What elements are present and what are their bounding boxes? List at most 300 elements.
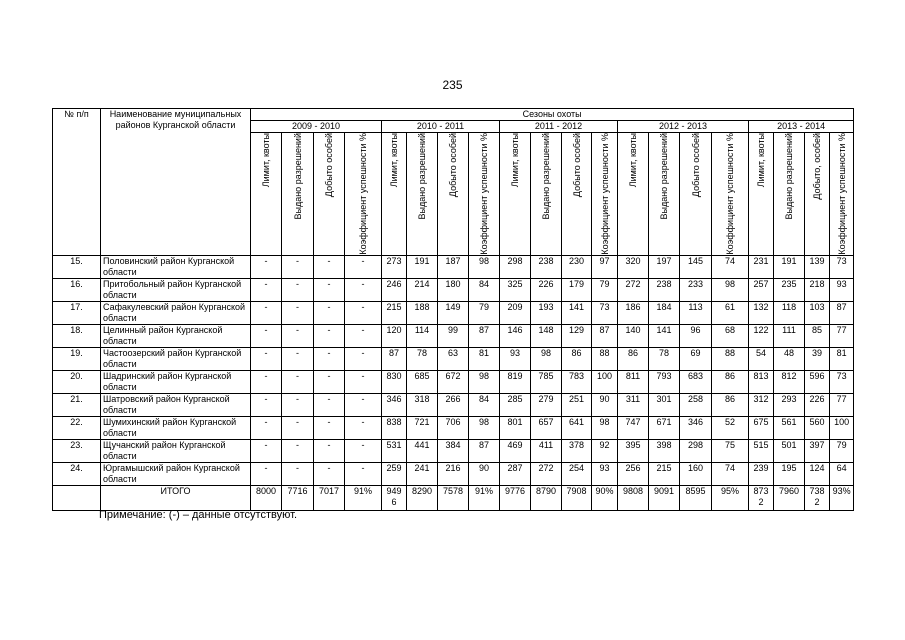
table-cell: 298 bbox=[680, 439, 712, 462]
table-cell: 98 bbox=[469, 416, 500, 439]
page-number: 235 bbox=[442, 78, 463, 92]
table-cell: 39 bbox=[805, 347, 830, 370]
table-cell: 657 bbox=[531, 416, 562, 439]
table-cell: 838 bbox=[382, 416, 407, 439]
total-cell: 9776 bbox=[500, 485, 531, 510]
table-cell: 148 bbox=[531, 324, 562, 347]
total-cell: 8290 bbox=[407, 485, 438, 510]
table-cell: 312 bbox=[749, 393, 774, 416]
table-cell: 52 bbox=[712, 416, 749, 439]
table-cell: 226 bbox=[805, 393, 830, 416]
table-cell: 812 bbox=[774, 370, 805, 393]
table-cell: 87 bbox=[382, 347, 407, 370]
district-name: Шумихинский район Курганской области bbox=[101, 416, 251, 439]
table-cell: 87 bbox=[830, 301, 854, 324]
table-cell: 79 bbox=[830, 439, 854, 462]
table-cell: 90 bbox=[469, 462, 500, 485]
table-cell: 78 bbox=[407, 347, 438, 370]
subcolumn-header-label: Выдано разрешений bbox=[784, 133, 794, 220]
table-cell: 469 bbox=[500, 439, 531, 462]
table-cell: 257 bbox=[749, 278, 774, 301]
total-cell: 8732 bbox=[749, 485, 774, 510]
table-cell: 79 bbox=[469, 301, 500, 324]
table-cell: - bbox=[282, 370, 314, 393]
table-cell: - bbox=[314, 462, 345, 485]
subcolumn-header bbox=[749, 133, 774, 256]
table-cell: 273 bbox=[382, 255, 407, 278]
table-cell: - bbox=[282, 278, 314, 301]
subcolumn-header-label: Лимит, квоты bbox=[756, 133, 766, 188]
table-cell: - bbox=[251, 301, 282, 324]
table-cell: - bbox=[251, 393, 282, 416]
district-name: Притобольный район Курганской области bbox=[101, 278, 251, 301]
subcolumn-header-label: Добыто особей bbox=[690, 133, 701, 198]
subcolumn-header-label: Коэффициент успешности % bbox=[479, 133, 489, 255]
table-cell: - bbox=[251, 347, 282, 370]
table-cell: 783 bbox=[562, 370, 592, 393]
total-label: ИТОГО bbox=[101, 485, 251, 510]
table-row bbox=[53, 255, 854, 278]
table-cell: 84 bbox=[469, 393, 500, 416]
table-row bbox=[53, 347, 854, 370]
table-cell: 98 bbox=[712, 278, 749, 301]
subcolumn-header bbox=[531, 133, 562, 256]
table-cell: 73 bbox=[830, 370, 854, 393]
table-cell: 149 bbox=[438, 301, 469, 324]
total-row-empty-cell bbox=[53, 485, 101, 510]
table-cell: 215 bbox=[382, 301, 407, 324]
table-cell: 129 bbox=[562, 324, 592, 347]
table-cell: - bbox=[345, 393, 382, 416]
row-number: 21. bbox=[53, 393, 101, 416]
table-cell: - bbox=[314, 324, 345, 347]
table-cell: 103 bbox=[805, 301, 830, 324]
table-cell: 320 bbox=[618, 255, 649, 278]
total-cell: 90% bbox=[592, 485, 618, 510]
table-cell: 801 bbox=[500, 416, 531, 439]
table-cell: 179 bbox=[562, 278, 592, 301]
table-cell: 395 bbox=[618, 439, 649, 462]
table-cell: 85 bbox=[805, 324, 830, 347]
table-row bbox=[53, 439, 854, 462]
table-cell: 811 bbox=[618, 370, 649, 393]
table-cell: 93 bbox=[500, 347, 531, 370]
row-number: 22. bbox=[53, 416, 101, 439]
table-cell: 685 bbox=[407, 370, 438, 393]
table-row bbox=[53, 462, 854, 485]
total-cell: 7960 bbox=[774, 485, 805, 510]
total-cell: 9496 bbox=[382, 485, 407, 510]
table-cell: - bbox=[314, 439, 345, 462]
subcolumn-header bbox=[382, 133, 407, 256]
table-cell: 238 bbox=[531, 255, 562, 278]
table-cell: - bbox=[314, 370, 345, 393]
table-cell: 819 bbox=[500, 370, 531, 393]
table-cell: 93 bbox=[830, 278, 854, 301]
table-cell: 683 bbox=[680, 370, 712, 393]
table-cell: 74 bbox=[712, 255, 749, 278]
season-year-header: 2012 - 2013 bbox=[618, 121, 749, 133]
table-row bbox=[53, 393, 854, 416]
table-cell: 531 bbox=[382, 439, 407, 462]
table-cell: 226 bbox=[531, 278, 562, 301]
table-cell: 93 bbox=[592, 462, 618, 485]
subcolumn-header bbox=[345, 133, 382, 256]
subcolumn-header-label: Выдано разрешений bbox=[417, 133, 427, 220]
total-cell: 8000 bbox=[251, 485, 282, 510]
table-cell: - bbox=[345, 370, 382, 393]
table-cell: 411 bbox=[531, 439, 562, 462]
table-cell: 721 bbox=[407, 416, 438, 439]
table-cell: - bbox=[345, 347, 382, 370]
table-cell: 346 bbox=[382, 393, 407, 416]
subcolumn-header bbox=[680, 133, 712, 256]
district-name: Шатровский район Курганской области bbox=[101, 393, 251, 416]
table-cell: 77 bbox=[830, 393, 854, 416]
table-cell: 73 bbox=[592, 301, 618, 324]
table-cell: 98 bbox=[531, 347, 562, 370]
subcolumn-header-label: Коэффициент успешности % bbox=[836, 133, 847, 255]
table-cell: 346 bbox=[680, 416, 712, 439]
table-cell: 98 bbox=[469, 255, 500, 278]
table-cell: 87 bbox=[469, 324, 500, 347]
table-cell: 214 bbox=[407, 278, 438, 301]
table-cell: 84 bbox=[469, 278, 500, 301]
table-cell: 256 bbox=[618, 462, 649, 485]
season-year-header: 2009 - 2010 bbox=[251, 121, 382, 133]
table-cell: 100 bbox=[830, 416, 854, 439]
total-cell: 91% bbox=[345, 485, 382, 510]
total-row bbox=[53, 485, 854, 510]
district-name: Целинный район Курганской области bbox=[101, 324, 251, 347]
table-cell: 96 bbox=[680, 324, 712, 347]
table-cell: 596 bbox=[805, 370, 830, 393]
table-cell: 141 bbox=[562, 301, 592, 324]
subcolumn-header-label: Лимит, квоты bbox=[628, 133, 638, 188]
table-cell: 73 bbox=[830, 255, 854, 278]
table-cell: 187 bbox=[438, 255, 469, 278]
table-cell: 195 bbox=[774, 462, 805, 485]
table-cell: - bbox=[314, 416, 345, 439]
table-cell: 99 bbox=[438, 324, 469, 347]
table-cell: 560 bbox=[805, 416, 830, 439]
table-cell: 191 bbox=[774, 255, 805, 278]
table-cell: 79 bbox=[592, 278, 618, 301]
table-cell: 216 bbox=[438, 462, 469, 485]
header-row-seasons bbox=[53, 109, 854, 121]
table-cell: 90 bbox=[592, 393, 618, 416]
table-cell: 231 bbox=[749, 255, 774, 278]
table-cell: 88 bbox=[712, 347, 749, 370]
table-cell: - bbox=[282, 301, 314, 324]
subcolumn-header-label: Лимит, квоты bbox=[510, 133, 520, 188]
table-cell: - bbox=[251, 278, 282, 301]
table-cell: - bbox=[345, 416, 382, 439]
total-cell: 7382 bbox=[805, 485, 830, 510]
subcolumn-header bbox=[562, 133, 592, 256]
table-cell: 146 bbox=[500, 324, 531, 347]
table-cell: 675 bbox=[749, 416, 774, 439]
table-cell: 197 bbox=[649, 255, 680, 278]
table-cell: 279 bbox=[531, 393, 562, 416]
season-year-header: 2011 - 2012 bbox=[500, 121, 618, 133]
table-cell: - bbox=[251, 439, 282, 462]
table-cell: 235 bbox=[774, 278, 805, 301]
row-number: 18. bbox=[53, 324, 101, 347]
table-cell: - bbox=[282, 439, 314, 462]
total-cell: 7716 bbox=[282, 485, 314, 510]
table-cell: 672 bbox=[438, 370, 469, 393]
table-cell: 63 bbox=[438, 347, 469, 370]
table-cell: 140 bbox=[618, 324, 649, 347]
row-number: 15. bbox=[53, 255, 101, 278]
subcolumn-header bbox=[314, 133, 345, 256]
table-cell: 98 bbox=[469, 370, 500, 393]
table-cell: 180 bbox=[438, 278, 469, 301]
table-cell: 92 bbox=[592, 439, 618, 462]
total-cell: 7017 bbox=[314, 485, 345, 510]
total-cell: 91% bbox=[469, 485, 500, 510]
total-cell: 93% bbox=[830, 485, 854, 510]
table-cell: 188 bbox=[407, 301, 438, 324]
table-row bbox=[53, 370, 854, 393]
table-cell: - bbox=[251, 324, 282, 347]
table-cell: 88 bbox=[592, 347, 618, 370]
table-cell: 793 bbox=[649, 370, 680, 393]
table-cell: 114 bbox=[407, 324, 438, 347]
subcolumn-header-label: Коэффициент успешности % bbox=[599, 133, 610, 255]
table-cell: 61 bbox=[712, 301, 749, 324]
table-cell: - bbox=[314, 278, 345, 301]
subcolumn-header-label: Добыто особей bbox=[324, 133, 334, 198]
table-cell: 318 bbox=[407, 393, 438, 416]
column-header-number: № п/п bbox=[53, 109, 101, 256]
table-cell: 272 bbox=[531, 462, 562, 485]
table-cell: 301 bbox=[649, 393, 680, 416]
table-cell: 86 bbox=[562, 347, 592, 370]
table-cell: 75 bbox=[712, 439, 749, 462]
table-cell: 132 bbox=[749, 301, 774, 324]
table-cell: 186 bbox=[618, 301, 649, 324]
subcolumn-header bbox=[500, 133, 531, 256]
table-cell: 78 bbox=[649, 347, 680, 370]
table-cell: 68 bbox=[712, 324, 749, 347]
subcolumn-header-label: Лимит, квоты bbox=[261, 133, 271, 188]
table-cell: 272 bbox=[618, 278, 649, 301]
table-cell: 378 bbox=[562, 439, 592, 462]
table-cell: - bbox=[282, 393, 314, 416]
table-row bbox=[53, 278, 854, 301]
table-cell: 48 bbox=[774, 347, 805, 370]
table-cell: 441 bbox=[407, 439, 438, 462]
subcolumn-header-label: Выдано разрешений bbox=[541, 133, 551, 220]
season-year-header: 2013 - 2014 bbox=[749, 121, 854, 133]
table-cell: 293 bbox=[774, 393, 805, 416]
table-cell: 87 bbox=[592, 324, 618, 347]
table-cell: 193 bbox=[531, 301, 562, 324]
table-cell: 266 bbox=[438, 393, 469, 416]
table-cell: - bbox=[251, 462, 282, 485]
table-cell: 215 bbox=[649, 462, 680, 485]
table-cell: - bbox=[345, 439, 382, 462]
table-cell: 81 bbox=[469, 347, 500, 370]
subcolumn-header bbox=[251, 133, 282, 256]
table-cell: - bbox=[314, 347, 345, 370]
subcolumn-header bbox=[282, 133, 314, 256]
subcolumn-header-label: Коэффициент успешности % bbox=[725, 133, 735, 255]
table-cell: 311 bbox=[618, 393, 649, 416]
table-cell: 239 bbox=[749, 462, 774, 485]
row-number: 23. bbox=[53, 439, 101, 462]
district-name: Половинский район Курганской области bbox=[101, 255, 251, 278]
table-cell: 254 bbox=[562, 462, 592, 485]
table-cell: 813 bbox=[749, 370, 774, 393]
table-cell: 830 bbox=[382, 370, 407, 393]
table-cell: - bbox=[282, 324, 314, 347]
table-cell: 118 bbox=[774, 301, 805, 324]
table-cell: 233 bbox=[680, 278, 712, 301]
row-number: 24. bbox=[53, 462, 101, 485]
subcolumn-header bbox=[805, 133, 830, 256]
table-cell: - bbox=[345, 301, 382, 324]
subcolumn-header bbox=[774, 133, 805, 256]
total-cell: 7578 bbox=[438, 485, 469, 510]
subcolumn-header bbox=[592, 133, 618, 256]
table-cell: 98 bbox=[592, 416, 618, 439]
table-cell: 64 bbox=[830, 462, 854, 485]
table-cell: 259 bbox=[382, 462, 407, 485]
table-cell: 139 bbox=[805, 255, 830, 278]
table-cell: 74 bbox=[712, 462, 749, 485]
table-cell: 54 bbox=[749, 347, 774, 370]
table-cell: 671 bbox=[649, 416, 680, 439]
table-cell: 124 bbox=[805, 462, 830, 485]
subcolumn-header-label: Добыто особей bbox=[448, 133, 458, 198]
table-cell: - bbox=[314, 301, 345, 324]
column-header-seasons: Сезоны охоты bbox=[251, 109, 854, 121]
table-cell: 122 bbox=[749, 324, 774, 347]
total-cell: 8790 bbox=[531, 485, 562, 510]
season-year-header: 2010 - 2011 bbox=[382, 121, 500, 133]
table-cell: 258 bbox=[680, 393, 712, 416]
table-cell: - bbox=[251, 416, 282, 439]
table-cell: 515 bbox=[749, 439, 774, 462]
row-number: 16. bbox=[53, 278, 101, 301]
table-cell: 398 bbox=[649, 439, 680, 462]
table-cell: - bbox=[282, 462, 314, 485]
table-cell: 86 bbox=[618, 347, 649, 370]
table-cell: - bbox=[345, 255, 382, 278]
table-cell: 561 bbox=[774, 416, 805, 439]
table-cell: 325 bbox=[500, 278, 531, 301]
subcolumn-header bbox=[438, 133, 469, 256]
table-cell: 706 bbox=[438, 416, 469, 439]
table-row bbox=[53, 416, 854, 439]
table-cell: 251 bbox=[562, 393, 592, 416]
table-cell: 218 bbox=[805, 278, 830, 301]
district-name: Щучанский район Курганской области bbox=[101, 439, 251, 462]
column-header-district-name: Наименование муниципальных районов Курганской области bbox=[101, 109, 251, 256]
table-cell: - bbox=[282, 347, 314, 370]
table-cell: - bbox=[282, 416, 314, 439]
table-cell: 785 bbox=[531, 370, 562, 393]
table-cell: - bbox=[345, 278, 382, 301]
subcolumn-header bbox=[618, 133, 649, 256]
table-cell: - bbox=[345, 462, 382, 485]
subcolumn-header-label: Добыто особей bbox=[571, 133, 582, 198]
table-cell: 238 bbox=[649, 278, 680, 301]
table-cell: 191 bbox=[407, 255, 438, 278]
table-cell: 160 bbox=[680, 462, 712, 485]
table-cell: 384 bbox=[438, 439, 469, 462]
subcolumn-header bbox=[469, 133, 500, 256]
table-cell: 298 bbox=[500, 255, 531, 278]
subcolumn-header bbox=[830, 133, 854, 256]
hunting-seasons-table bbox=[52, 108, 854, 511]
table-cell: 113 bbox=[680, 301, 712, 324]
table-cell: 287 bbox=[500, 462, 531, 485]
table-cell: 501 bbox=[774, 439, 805, 462]
subcolumn-header-label: Выдано разрешений bbox=[292, 133, 303, 220]
table-cell: 86 bbox=[712, 393, 749, 416]
table-cell: 77 bbox=[830, 324, 854, 347]
table-cell: 86 bbox=[712, 370, 749, 393]
district-name: Сафакулевский район Курганской области bbox=[101, 301, 251, 324]
subcolumn-header bbox=[407, 133, 438, 256]
subcolumn-header-label: Добыто, особей bbox=[812, 133, 822, 200]
table-cell: 209 bbox=[500, 301, 531, 324]
subcolumn-header bbox=[712, 133, 749, 256]
table-cell: 641 bbox=[562, 416, 592, 439]
row-number: 20. bbox=[53, 370, 101, 393]
table-cell: 230 bbox=[562, 255, 592, 278]
district-name: Шадринский район Курганской области bbox=[101, 370, 251, 393]
district-name: Частоозерский район Курганской области bbox=[101, 347, 251, 370]
table-cell: 241 bbox=[407, 462, 438, 485]
table-cell: 87 bbox=[469, 439, 500, 462]
table-row bbox=[53, 324, 854, 347]
district-name: Юргамышский район Курганской области bbox=[101, 462, 251, 485]
total-cell: 9808 bbox=[618, 485, 649, 510]
table-cell: 397 bbox=[805, 439, 830, 462]
table-cell: 81 bbox=[830, 347, 854, 370]
table-cell: 141 bbox=[649, 324, 680, 347]
total-cell: 7908 bbox=[562, 485, 592, 510]
table-cell: 97 bbox=[592, 255, 618, 278]
table-cell: - bbox=[345, 324, 382, 347]
table-cell: - bbox=[282, 255, 314, 278]
total-cell: 95% bbox=[712, 485, 749, 510]
table-cell: 246 bbox=[382, 278, 407, 301]
total-cell: 8595 bbox=[680, 485, 712, 510]
table-cell: 145 bbox=[680, 255, 712, 278]
table-cell: 184 bbox=[649, 301, 680, 324]
table-cell: 747 bbox=[618, 416, 649, 439]
table-cell: - bbox=[314, 255, 345, 278]
table-cell: 100 bbox=[592, 370, 618, 393]
table-row bbox=[53, 301, 854, 324]
subcolumn-header-label: Выдано разрешений bbox=[659, 133, 669, 220]
table-cell: 69 bbox=[680, 347, 712, 370]
table-cell: - bbox=[251, 255, 282, 278]
table-cell: - bbox=[251, 370, 282, 393]
footnote: Примечание: (-) – данные отсутствуют. bbox=[99, 509, 297, 521]
row-number: 19. bbox=[53, 347, 101, 370]
total-cell: 9091 bbox=[649, 485, 680, 510]
table-cell: 120 bbox=[382, 324, 407, 347]
subcolumn-header-label: Коэффициент успешности % bbox=[358, 133, 368, 255]
table-cell: 285 bbox=[500, 393, 531, 416]
